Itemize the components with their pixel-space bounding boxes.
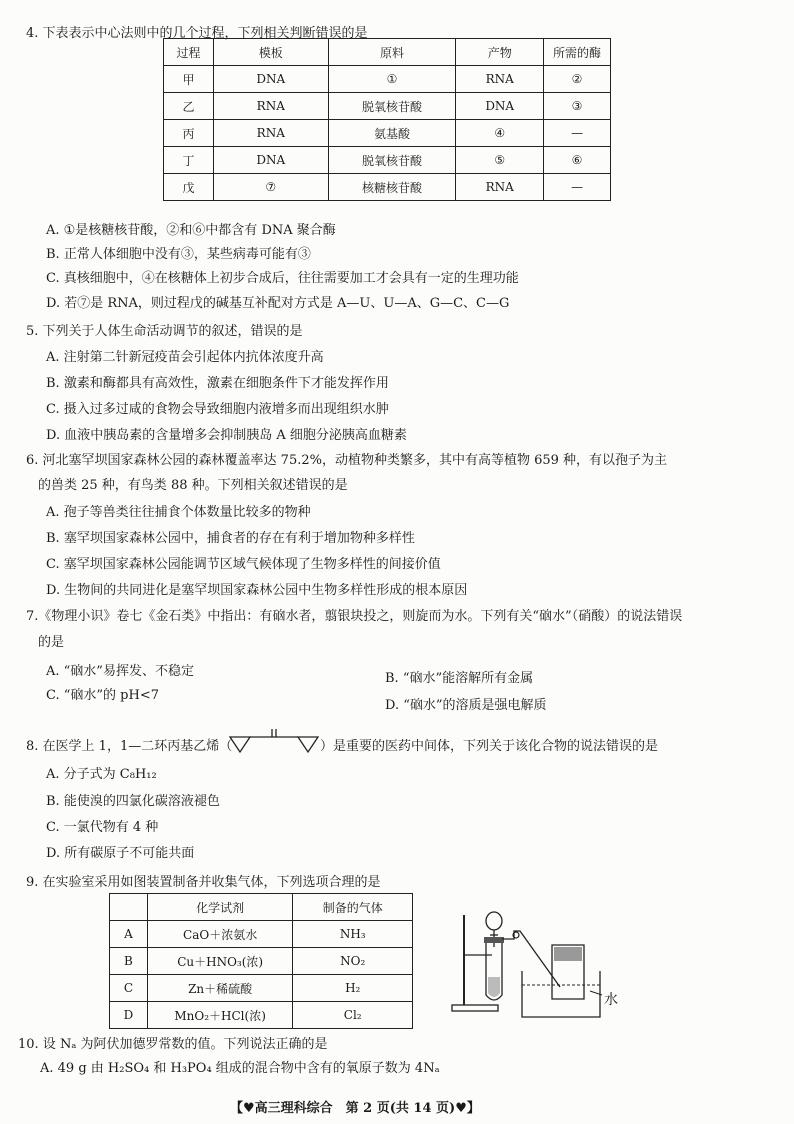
q6-option-c: C. 塞罕坝国家森林公园能调节区域气候体现了生物多样性的间接价值 <box>46 557 441 572</box>
q4-option-d: D. 若⑦是 RNA，则过程戊的碱基互补配对方式是 A—U、U—A、G—C、C—G <box>46 296 510 311</box>
q9-table <box>109 893 413 1029</box>
q7-option-a: A. “硇水”易挥发、不稳定 <box>46 664 194 679</box>
table-cell: Cu＋HNO₃(浓) <box>147 948 293 975</box>
table-cell: RNA <box>213 93 328 120</box>
table-cell: ① <box>328 66 456 93</box>
table-cell: 丙 <box>164 120 214 147</box>
table-cell: RNA <box>213 120 328 147</box>
q8-stem-post: ）是重要的医药中间体，下列关于该化合物的说法错误的是 <box>320 739 659 754</box>
table-cell: DNA <box>213 147 328 174</box>
table-cell: H₂ <box>293 975 413 1002</box>
table-cell: D <box>110 1002 148 1029</box>
table-cell: DNA <box>213 66 328 93</box>
q5-option-c: C. 摄入过多过咸的食物会导致细胞内液增多而出现组织水肿 <box>46 402 389 417</box>
table-header-row <box>164 39 611 66</box>
table-cell: 脱氧核苷酸 <box>328 147 456 174</box>
table-cell: RNA <box>456 174 544 201</box>
table-cell: ⑦ <box>213 174 328 201</box>
table-cell: ⑤ <box>456 147 544 174</box>
table-cell: NO₂ <box>293 948 413 975</box>
table-row <box>110 975 413 1002</box>
table-cell: 乙 <box>164 93 214 120</box>
q7-option-d: D. “硇水”的溶质是强电解质 <box>385 698 547 713</box>
q7-option-c: C. “硇水”的 pH<7 <box>46 688 159 703</box>
table-cell: ⑥ <box>544 147 611 174</box>
table-header-cell: 所需的酶 <box>544 39 611 66</box>
table-header-cell: 化学试剂 <box>147 894 293 921</box>
q5-option-b: B. 激素和酶都具有高效性，激素在细胞条件下才能发挥作用 <box>46 376 389 391</box>
table-cell: Cl₂ <box>293 1002 413 1029</box>
table-header-row <box>110 894 413 921</box>
q4-option-a: A. ①是核糖核苷酸，②和⑥中都含有 DNA 聚合酶 <box>46 223 336 238</box>
table-cell: 丁 <box>164 147 214 174</box>
table-cell: 核糖核苷酸 <box>328 174 456 201</box>
table-cell: RNA <box>456 66 544 93</box>
page-footer: 【♥高三理科综合 第 2 页(共 14 页)♥】 <box>230 1101 480 1116</box>
q4-option-b: B. 正常人体细胞中没有③，某些病毒可能有③ <box>46 247 311 262</box>
gas-collection-apparatus <box>450 905 620 1025</box>
table-cell: 戊 <box>164 174 214 201</box>
table-row <box>164 147 611 174</box>
table-cell: 甲 <box>164 66 214 93</box>
table-cell: ④ <box>456 120 544 147</box>
table-row <box>164 93 611 120</box>
table-cell: MnO₂＋HCl(浓) <box>147 1002 293 1029</box>
table-row <box>110 1002 413 1029</box>
table-row <box>164 120 611 147</box>
q7-option-b: B. “硇水”能溶解所有金属 <box>385 671 534 686</box>
table-header-cell: 模板 <box>213 39 328 66</box>
q6-option-b: B. 塞罕坝国家森林公园中，捕食者的存在有利于增加物种多样性 <box>46 531 415 546</box>
q6-option-a: A. 孢子等兽类往往捕食个体数量比较多的物种 <box>46 505 311 520</box>
q4-stem: 4. 下表表示中心法则中的几个过程，下列相关判断错误的是 <box>26 26 368 41</box>
q5-option-a: A. 注射第二针新冠疫苗会引起体内抗体浓度升高 <box>46 350 324 365</box>
table-header-cell: 过程 <box>164 39 214 66</box>
q8-option-d: D. 所有碳原子不可能共面 <box>46 846 195 861</box>
apparatus-water-label: 水 <box>604 992 618 1008</box>
table-cell: — <box>544 174 611 201</box>
table-cell: 脱氧核苷酸 <box>328 93 456 120</box>
q8-option-a: A. 分子式为 C₈H₁₂ <box>46 767 157 782</box>
table-cell: CaO＋浓氨水 <box>147 921 293 948</box>
table-cell: — <box>544 120 611 147</box>
q7-stem-line-2: 的是 <box>38 635 65 650</box>
table-row <box>110 921 413 948</box>
table-row <box>164 174 611 201</box>
table-cell: ③ <box>544 93 611 120</box>
q4-table <box>163 38 611 201</box>
table-header-cell: 原料 <box>328 39 456 66</box>
table-cell: Zn＋稀硫酸 <box>147 975 293 1002</box>
table-cell: NH₃ <box>293 921 413 948</box>
q6-option-d: D. 生物间的共同进化是塞罕坝国家森林公园中生物多样性形成的根本原因 <box>46 583 468 598</box>
q4-option-c: C. 真核细胞中，④在核糖体上初步合成后，往往需要加工才会具有一定的生理功能 <box>46 271 519 286</box>
q6-stem-line-2: 的兽类 25 种，有鸟类 88 种。下列相关叙述错误的是 <box>38 478 348 493</box>
q10-option-a: A. 49 g 由 H₂SO₄ 和 H₃PO₄ 组成的混合物中含有的氧原子数为 4Nₐ <box>40 1061 440 1076</box>
table-cell: DNA <box>456 93 544 120</box>
table-cell: ② <box>544 66 611 93</box>
table-cell: B <box>110 948 148 975</box>
table-row <box>110 948 413 975</box>
q10-stem: 10. 设 Nₐ 为阿伏加德罗常数的值。下列说法正确的是 <box>18 1037 328 1052</box>
q7-stem-line-1: 7.《物理小识》卷七《金石类》中指出：有硇水者，翦银块投之，则旋而为水。下列有关“硇水”（硝酸）的说法错误 <box>26 609 683 624</box>
table-cell: C <box>110 975 148 1002</box>
table-header-cell: 制备的气体 <box>293 894 413 921</box>
q8-option-b: B. 能使溴的四氯化碳溶液褪色 <box>46 794 220 809</box>
q8-stem-pre: 8. 在医学上 1，1—二环丙基乙烯（ <box>26 739 233 754</box>
table-row <box>164 66 611 93</box>
table-cell: A <box>110 921 148 948</box>
q6-stem-line-1: 6. 河北塞罕坝国家森林公园的森林覆盖率达 75.2%，动植物种类繁多，其中有高等植物 659 种，有以孢子为主 <box>26 453 668 468</box>
table-header-cell <box>110 894 148 921</box>
q5-option-d: D. 血液中胰岛素的含量增多会抑制胰岛 A 细胞分泌胰高血糖素 <box>46 428 407 443</box>
q5-stem: 5. 下列关于人体生命活动调节的叙述，错误的是 <box>26 324 303 339</box>
q9-stem: 9. 在实验室采用如图装置制备并收集气体，下列选项合理的是 <box>26 875 381 890</box>
dicyclopropylethylene-structure <box>228 727 320 755</box>
q8-option-c: C. 一氯代物有 4 种 <box>46 820 159 835</box>
table-cell: 氨基酸 <box>328 120 456 147</box>
table-header-cell: 产物 <box>456 39 544 66</box>
